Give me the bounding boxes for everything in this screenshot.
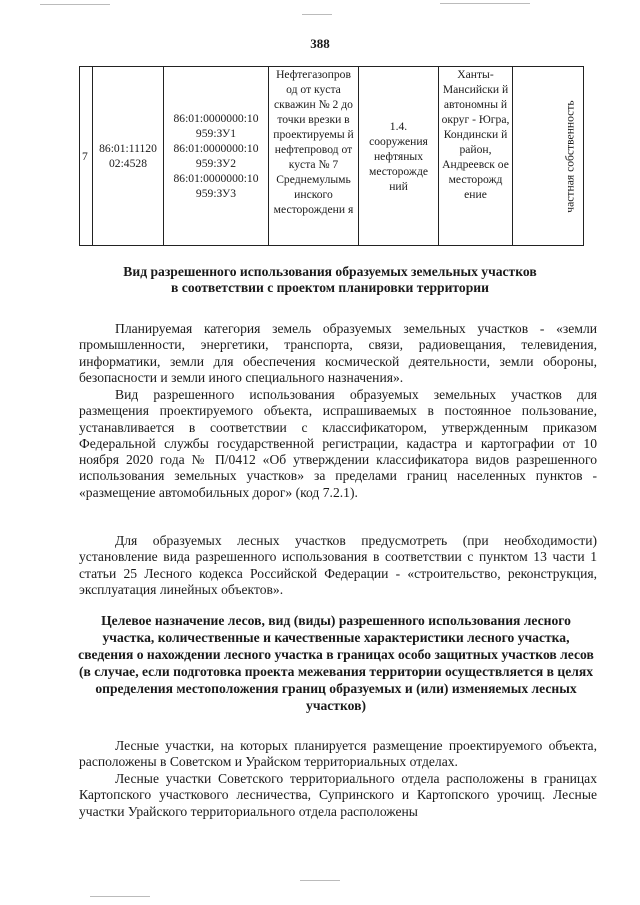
row-number-cell: 7 (80, 67, 93, 246)
land-plot-table (79, 66, 584, 246)
paragraph-sovetsky-department: Лесные участки Советского территориального отдела расположены в границах Картопского участкового лесничества, Супринского и Картопского урочищ. Лесные участки Урайского территориального отдела расположены (79, 771, 597, 819)
paragraph-forest-location: Лесные участки, на которых планируется размещение проектируемого объекта, расположены в Советском и Урайском территориальных отделах. (79, 738, 597, 770)
section-heading-forest-purpose: Целевое назначение лесов, вид (виды) разрешенного использования лесного участка, количественные и качественные характеристики лесного участка, сведения о нахождении лесного участка в границах особо защитных участков лесов (в случае, если подготовка проекта межевания территории осуществляется в целях определения местоположения границ образуемых и (или) изменяемых лесных участков) (78, 613, 594, 713)
heading-line-2: в соответствии с проектом планировки территории (171, 280, 489, 295)
ownership-text: частная собственность (563, 99, 577, 213)
sub-plot-2: 86:01:0000000:10 959:ЗУ2 (173, 142, 259, 170)
paragraph-land-category: Планируемая категория земель образуемых земельных участков - «земли промышленности, энергетики, транспорта, связи, радиовещания, телевидения, информатики, земли для обеспечения космической деятельности, земли обороны, безопасности и земли иного специального назначения». (79, 321, 597, 385)
land-category-cell: 1.4. сооружения нефтяных месторожде ний (359, 67, 439, 246)
section-heading-permitted-use (60, 264, 600, 296)
object-name-cell: Нефтегазопров од от куста скважин № 2 до точки врезки в проектируемы й нефтепровод от куста № 7 Среднемулымь инского месторождени я (269, 67, 359, 246)
location-cell: Ханты-Мансийски й автономны й округ - Югра, Кондински й район, Андреевск ое месторожд ение (439, 67, 513, 246)
paragraph-permitted-use: Вид разрешенного использования образуемых земельных участков для размещения проектируемого объекта, испрашиваемых в постоянное пользование, устанавливается в соответствии с классификатором, утвержденным приказом Федеральной службы государственной регистрации, кадастра и картографии от 10 ноября 2020 года № П/0412 «Об утверждении классификатора видов разрешенного использования земельных участков» за пределами границ населенных пунктов - «размещение автомобильных дорог» (код 7.2.1). (79, 387, 597, 500)
sub-plot-3: 86:01:0000000:10 959:ЗУ3 (173, 172, 259, 200)
sub-plots-cell (164, 67, 269, 246)
heading-line-1: Вид разрешенного использования образуемых земельных участков (123, 264, 537, 279)
page-number: 388 (310, 36, 330, 51)
sub-plot-1: 86:01:0000000:10 959:ЗУ1 (173, 112, 259, 140)
paragraph-forest-use: Для образуемых лесных участков предусмотреть (при необходимости) установление вида разрешенного использования в соответствии с пунктом 13 части 1 статьи 25 Лесного кодекса Российской Федерации - «строительство, реконструкция, эксплуатация линейных объектов». (79, 533, 597, 597)
table-row (80, 67, 584, 246)
ownership-cell (513, 67, 584, 246)
cadastral-number-cell: 86:01:11120 02:4528 (93, 67, 164, 246)
